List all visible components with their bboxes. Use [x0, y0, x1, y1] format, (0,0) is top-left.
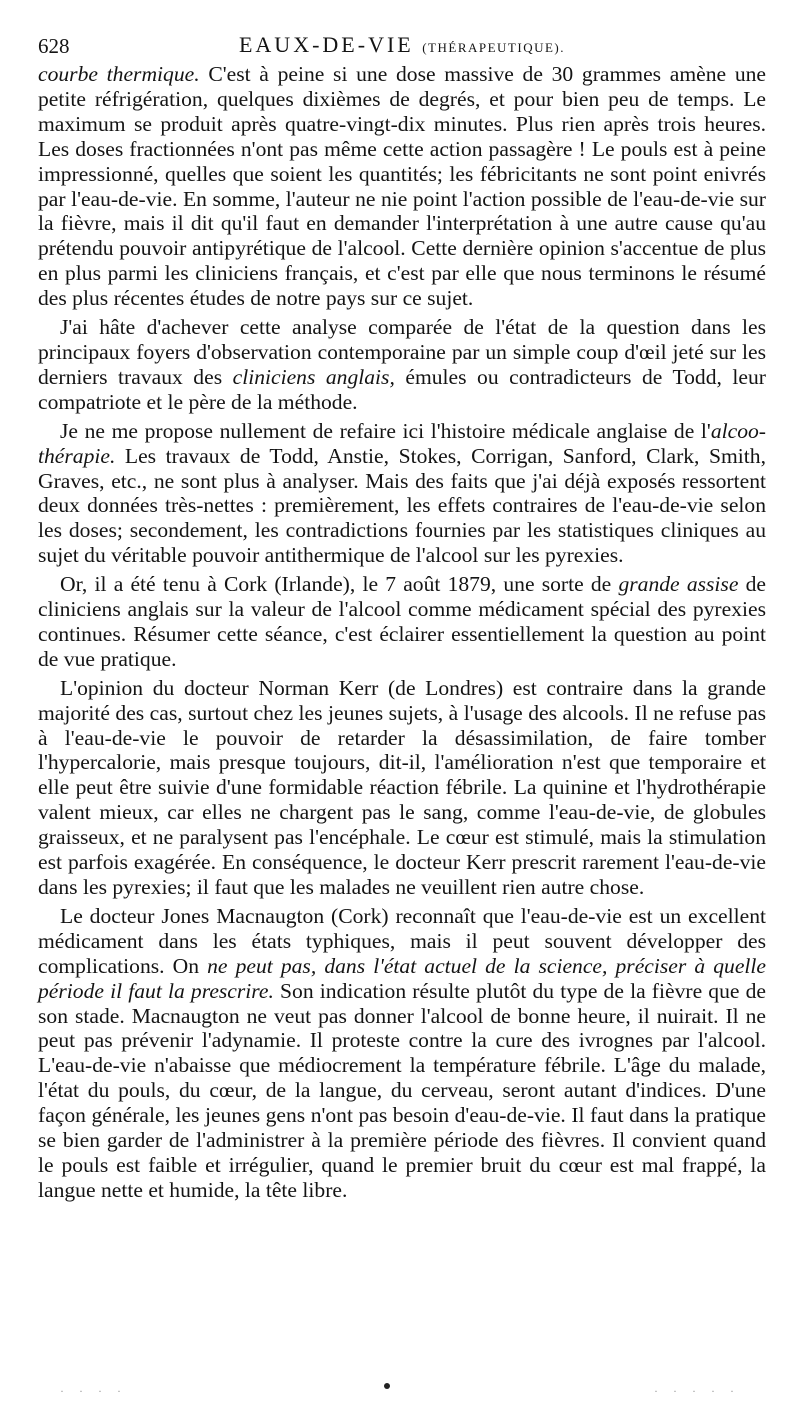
italic-text: ne peut pas, dans l'état actuel de la science, préciser à quelle période il faut la prescrire.	[38, 953, 766, 1003]
running-title-subtitle: (THÉRAPEUTIQUE).	[422, 40, 566, 55]
text-run: Les travaux de Todd, Anstie, Stokes, Corrigan, Sanford, Clark, Smith, Graves, etc., ne sont plus à analyser. Mais des faits que j'ai déjà exposés ressortent deux données très-nettes : premièrement, les effets contraires de l'eau-de-vie selon les doses; secondement, les contradictions fournies par les statistiques cliniques au sujet du véritable pouvoir antithermique de l'alcool sur les pyrexies.	[38, 443, 766, 568]
text-run: émules ou contradicteurs de Todd, leur compatriote et le père de la méthode.	[38, 364, 766, 414]
paragraph	[38, 904, 766, 1203]
paragraph	[38, 419, 766, 568]
page-number: 628	[38, 34, 70, 58]
italic-text: alcoo-thérapie.	[38, 418, 766, 468]
running-head	[38, 28, 766, 62]
italic-text: grande assise	[618, 572, 739, 597]
body-text	[38, 62, 766, 1203]
text-run: Je ne me propose nullement de refaire ici l'histoire médicale anglaise de l'	[60, 418, 711, 443]
text-run: Or, il a été tenu à Cork (Irlande), le 7 août 1879, une sorte de	[60, 572, 619, 597]
text-run: C'est à peine si une dose massive de 30 grammes amène une petite réfrigération, quelques dixièmes de degrés, et pour bien peu de temps. Le maximum se produit après quatre-vingt-dix minutes. Plus rien après trois heures. Les doses fractionnées n'ont pas même cette action passagère ! Le pouls est à peine impressionné, quelles que soient les quantités; les fébricitants ne sont point enivrés par l'eau-de-vie. En somme, l'auteur ne nie point l'action possible de l'eau-de-vie sur la fièvre, mais il dit qu'il faut en demander l'interprétation à une autre cause qu'au prétendu pouvoir antipyrétique de l'alcool. Cette dernière opinion s'accentue de plus en plus parmi les cliniciens français, et c'est par elle que nous terminons le résumé des plus récentes études de notre pays sur ce sujet.	[38, 62, 766, 311]
paragraph	[38, 572, 766, 672]
italic-text: cliniciens anglais,	[232, 364, 395, 389]
paragraph	[38, 676, 766, 900]
footer-dot	[384, 1383, 390, 1389]
running-title	[38, 32, 766, 58]
text-run: de cliniciens anglais sur la valeur de l'alcool comme médicament spécial des pyrexies continues. Résumer cette séance, c'est éclairer essentiellement la question au point de vue pratique.	[38, 572, 767, 671]
paragraph	[38, 62, 766, 311]
running-title-main: EAUX-DE-VIE	[238, 32, 414, 57]
text-run: Son indication résulte plutôt du type de la fièvre que de son stade. Macnaugton ne veut pas donner l'alcool de bonne heure, il nuirait. Il ne peut pas prévenir l'adynamie. Il proteste contre la cure des ivrognes par l'alcool. L'eau-de-vie n'abaisse que médiocrement la température fébrile. L'âge du malade, l'état du pouls, du cœur, de la langue, du cerveau, seront autant d'indices. D'une façon générale, les jeunes gens n'ont pas besoin d'eau-de-vie. Il faut dans la pratique se bien garder de l'administrer à la première période des fièvres. Il convient quand le pouls est faible et irrégulier, quand le premier bruit du cœur est mal frappé, la langue nette et humide, la tête libre.	[38, 978, 767, 1202]
text-run: Le docteur Jones Macnaugton (Cork) reconnaît que l'eau-de-vie est un excellent médicament dans les états typhiques, mais il peut souvent développer des complications. On	[38, 903, 766, 978]
footer-scan-marks: · · · · · · · · ·	[60, 1384, 740, 1398]
text-run: J'ai hâte d'achever cette analyse comparée de l'état de la question dans les principaux foyers d'observation contemporaine par un simple coup d'œil jeté sur les derniers travaux des	[38, 315, 766, 389]
text-run: L'opinion du docteur Norman Kerr (de Londres) est contraire dans la grande majorité des cas, surtout chez les jeunes sujets, à l'usage des alcools. Il ne refuse pas à l'eau-de-vie le pouvoir de retarder la désassimilation, de faire tomber l'hypercalorie, mais presque toujours, dit-il, l'amélioration n'est que temporaire et elle peut être suivie d'une formidable réaction fébrile. La quinine et l'hydrothérapie valent mieux, car elles ne chargent pas le sang, comme l'eau-de-vie, de globules graisseux, et ne paralysent pas l'encéphale. Le cœur est stimulé, mais la stimulation est parfois exagérée. En conséquence, le docteur Kerr prescrit rarement l'eau-de-vie dans les pyrexies; il faut que les malades ne veuillent rien autre chose.	[38, 675, 766, 899]
italic-text: courbe thermique.	[38, 62, 200, 86]
paragraph	[38, 315, 766, 415]
